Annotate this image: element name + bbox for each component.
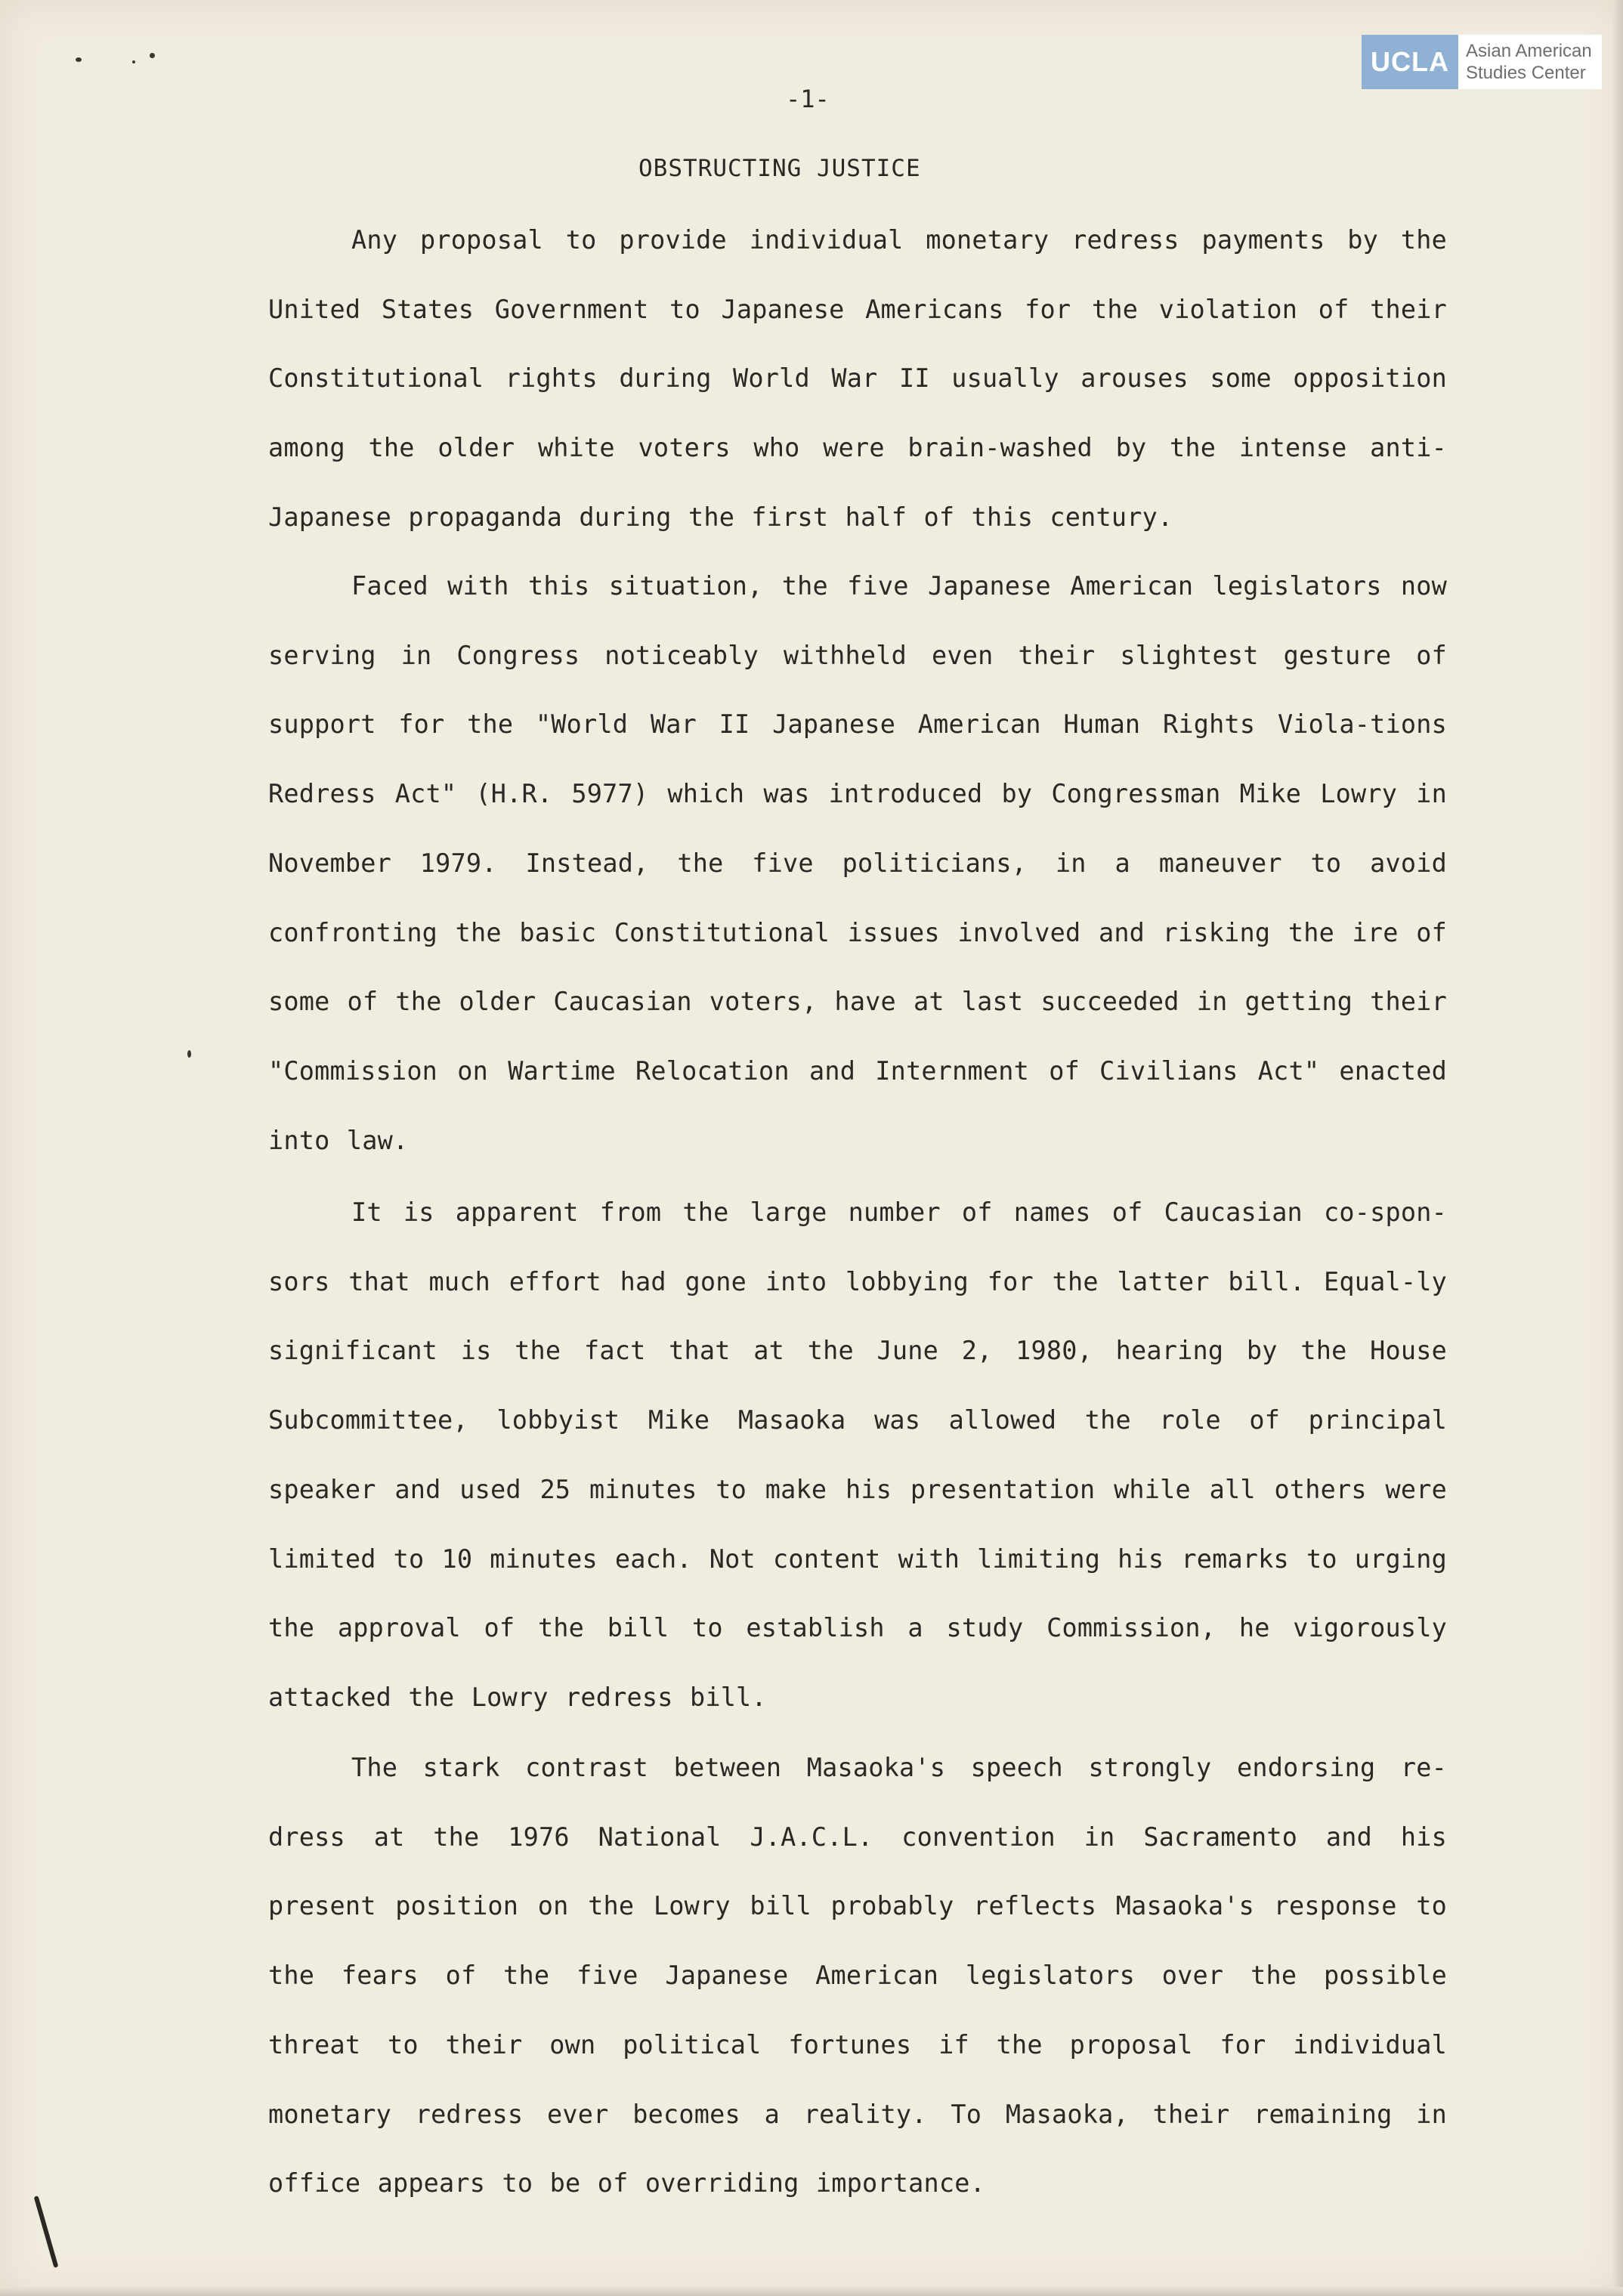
ink-speck: [132, 60, 135, 63]
ink-speck: [187, 1050, 191, 1058]
paragraph-2: Faced with this situation, the five Japanese American legislators now serving in Congress noticeably withheld even their slightest gesture of support for the "World War II Japanese American Human Rights Viola-tions Redress Act" (H.R. 5977) which was introduced by Congressman Mike Lowry in November 1979. Instead, the five politicians, in a maneuver to avoid confronting the basic Constitutional issues involved and risking the ire of some of the older Caucasian voters, have at last succeeded in getting their "Commission on Wartime Relocation and Internment of Civilians Act" enacted into law.: [268, 571, 1447, 1155]
document-title: OBSTRUCTING JUSTICE: [638, 155, 921, 182]
ucla-aasc-watermark: [1362, 35, 1602, 89]
paragraph-4: The stark contrast between Masaoka's speech strongly endorsing re-dress at the 1976 National J.A.C.L. convention in Sacramento and his present position on the Lowry bill probably reflects Masaoka's response to the fears of the five Japanese American legislators over the possible threat to their own political fortunes if the proposal for individual monetary redress ever becomes a reality. To Masaoka, their remaining in office appears to be of overriding importance.: [268, 1753, 1447, 2199]
watermark-label: [1458, 35, 1602, 89]
pen-stroke-mark: [34, 2196, 59, 2268]
paragraph-3: It is apparent from the large number of names of Caucasian co-spon-sors that much effort had gone into lobbying for the latter bill. Equal-ly significant is the fact that at the June 2, 1980, hearing by the House Subcommittee, lobbyist Mike Masaoka was allowed the role of principal speaker and used 25 minutes to make his presentation while all others were limited to 10 minutes each. Not content with limiting his remarks to urging the approval of the bill to establish a study Commission, he vigorously attacked the Lowry redress bill.: [268, 1197, 1447, 1712]
page-right-edge: [1612, 0, 1623, 2296]
ucla-logo: UCLA: [1362, 35, 1458, 89]
ink-speck: [76, 57, 82, 62]
paragraph-1: Any proposal to provide individual monetary redress payments by the United States Government to Japanese Americans for the violation of their Constitutional rights during World War II usually arouses some opposition among the older white voters who were brain-washed by the intense anti-Japanese propaganda during the first half of this century.: [268, 225, 1447, 532]
ink-speck: [150, 53, 155, 58]
watermark-line-2: Studies Center: [1466, 63, 1586, 83]
watermark-line-1: Asian American: [1466, 41, 1592, 61]
page-number: -1-: [786, 85, 830, 113]
page-bottom-edge: [0, 2287, 1623, 2296]
